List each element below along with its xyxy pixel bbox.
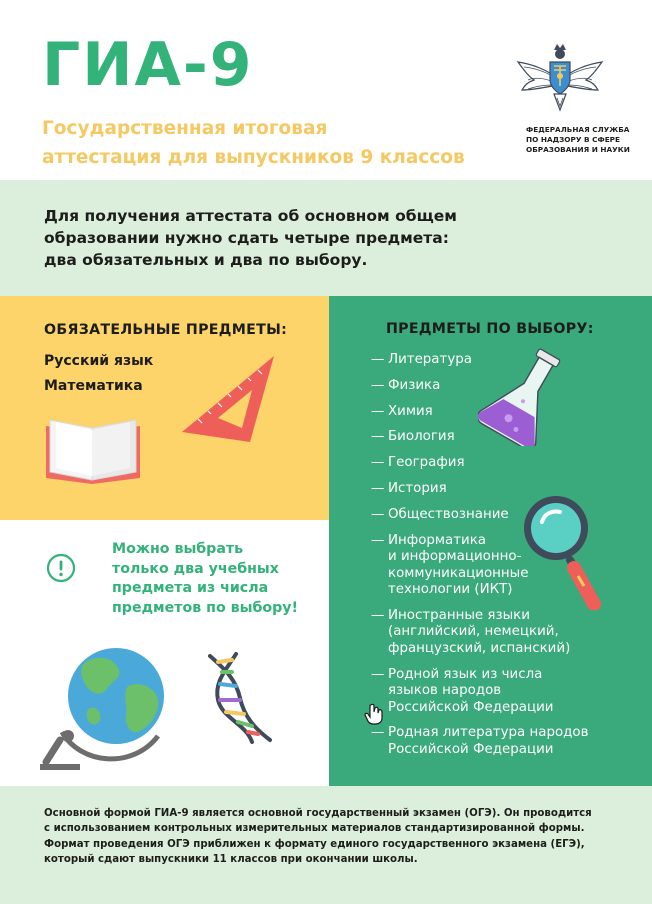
dash-bullet: —: [371, 480, 385, 496]
item-line: Химия: [388, 403, 433, 419]
eagle-emblem-icon: [514, 40, 606, 120]
footer-line: с использованием контрольных измерительных материалов стандартизированной формы.: [44, 823, 585, 835]
magnifier-icon: [520, 492, 610, 610]
mandatory-item: Русский язык: [44, 353, 154, 369]
item-line: Российской Федерации: [388, 741, 554, 757]
dna-icon: [196, 650, 282, 746]
note-line: предметов по выбору!: [112, 599, 298, 616]
item-line: французский, испанский): [388, 640, 571, 656]
item-line: География: [388, 455, 465, 471]
hand-cursor-icon: [364, 703, 384, 725]
elective-heading: ПРЕДМЕТЫ ПО ВЫБОРУ:: [386, 321, 594, 337]
intro-line: два обязательных и два по выбору.: [44, 251, 368, 269]
item-line: коммуникационные: [388, 565, 529, 581]
dash-bullet: —: [371, 532, 385, 548]
footer-line: Формат проведения ОГЭ приближен к формату единого государственного экзамена (ЕГЭ),: [44, 838, 585, 850]
dash-bullet: —: [371, 403, 385, 419]
item-line: Иностранные языки: [388, 607, 530, 623]
item-line: Физика: [388, 377, 441, 393]
agency-line: ПО НАДЗОРУ В СФЕРЕ: [526, 135, 621, 144]
exclamation-circle-icon: [46, 553, 76, 583]
item-line: Родной язык из числа: [388, 666, 543, 682]
dash-bullet: —: [371, 666, 385, 682]
agency-name: [526, 125, 636, 155]
list-item: [371, 725, 641, 758]
page-subtitle: [42, 114, 512, 172]
page-title: ГИА-9: [42, 30, 254, 100]
dash-bullet: —: [371, 607, 385, 623]
globe-icon: [40, 636, 180, 772]
note-text: [112, 540, 322, 618]
item-line: и информационно-: [388, 549, 522, 565]
item-line: Родная литература народов: [388, 725, 589, 741]
agency-line: ОБРАЗОВАНИЯ И НАУКИ: [526, 145, 630, 154]
agency-line: ФЕДЕРАЛЬНАЯ СЛУЖБА: [526, 125, 630, 134]
item-line: Биология: [388, 429, 455, 445]
footer-line: который сдают выпускники 11 классов при окончании школы.: [44, 853, 418, 865]
list-item: [371, 667, 641, 717]
intro-text: [44, 205, 604, 271]
mandatory-heading: ОБЯЗАТЕЛЬНЫЕ ПРЕДМЕТЫ:: [44, 322, 288, 338]
item-line: (английский, немецкий,: [388, 624, 559, 640]
footer-text: [44, 806, 614, 867]
item-line: языков народов: [388, 683, 502, 699]
dash-bullet: —: [371, 352, 385, 367]
item-line: Литература: [388, 352, 472, 367]
mandatory-item: Математика: [44, 378, 143, 394]
item-line: Информатика: [388, 532, 487, 548]
note-line: предмета из числа: [112, 580, 269, 596]
dash-bullet: —: [371, 429, 385, 445]
item-line: История: [388, 480, 447, 496]
footer-line: Основной формой ГИА-9 является основной государственный экзамен (ОГЭ). Он проводится: [44, 808, 592, 819]
list-item: [371, 455, 641, 472]
intro-line: Для получения аттестата об основном общем: [44, 207, 457, 225]
item-line: Обществознание: [388, 506, 509, 522]
item-line: технологии (ИКТ): [388, 582, 513, 598]
ruler-triangle-icon: [178, 352, 278, 444]
intro-line: образовании нужно сдать четыре предмета:: [44, 229, 449, 247]
item-line: Российской Федерации: [388, 699, 554, 715]
note-line: только два учебных: [112, 560, 279, 577]
book-icon: [40, 410, 146, 490]
dash-bullet: —: [371, 506, 385, 522]
subtitle-line: аттестация для выпускников 9 классов: [42, 147, 465, 168]
dash-bullet: —: [371, 455, 385, 471]
flask-icon: [478, 346, 574, 446]
dash-bullet: —: [371, 725, 385, 741]
list-item: [371, 608, 641, 658]
subtitle-line: Государственная итоговая: [42, 118, 328, 139]
dash-bullet: —: [371, 377, 385, 393]
note-line: Можно выбрать: [112, 541, 244, 557]
